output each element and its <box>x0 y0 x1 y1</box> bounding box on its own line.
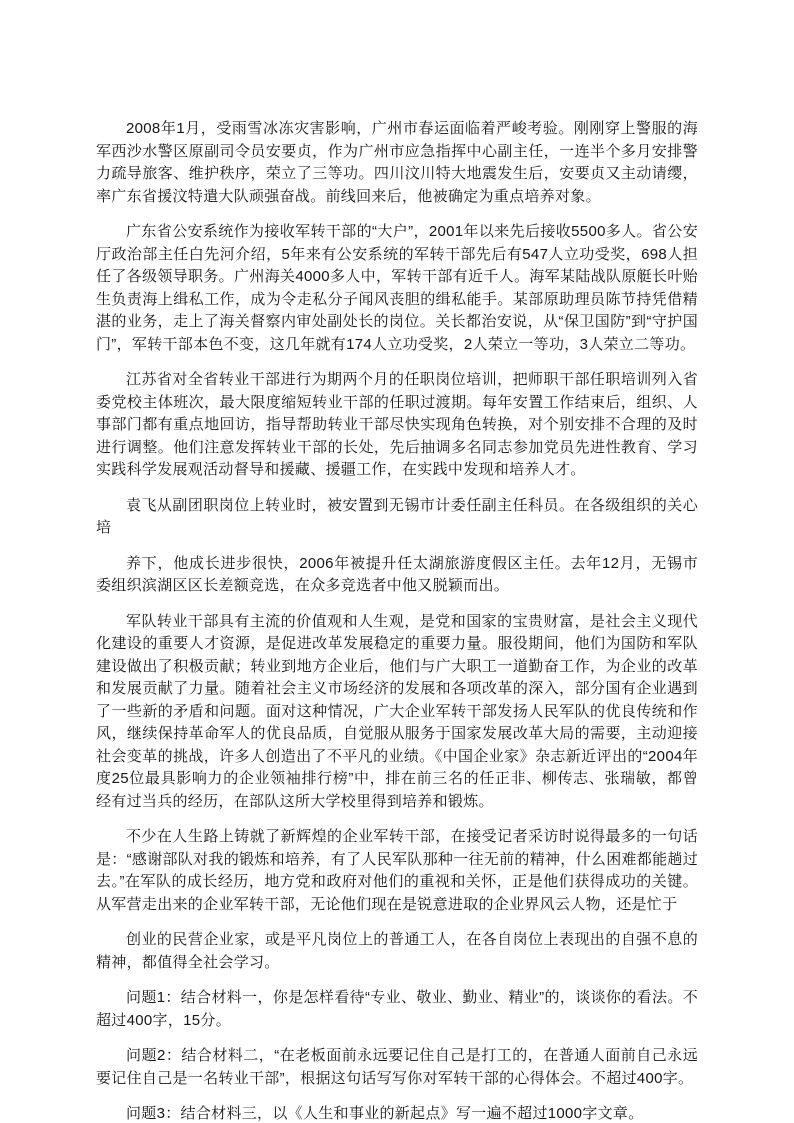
paragraph-material-2: 广东省公安系统作为接收军转干部的“大户”，2001年以来先后接收5500多人。省公安厅政治部主任白先河介绍，5年来有公安系统的军转干部先后有547人立功受奖，698人担任了各级领导职务。广州海关4000多人中，军转干部有近千人。海军某陆战队原艇长叶贻生负责海上缉私工作，成为令走私分子闻风丧胆的缉私能手。某部原助理员陈节持凭借精湛的业务，走上了海关督察内审处副处长的岗位。关长都治安说，从“保卫国防”到“守护国门”，军转干部本色不变，这几年就有174人立功受奖，2人荣立一等功，3人荣立二等功。 <box>96 223 698 353</box>
paragraph-interview-part2: 创业的民营企业家，或是平凡岗位上的普通工人，在各自岗位上表现出的自强不息的精神，都值得全社会学习。 <box>96 931 698 971</box>
paragraph-question-2: 问题2：结合材料二，“在老板面前永远要记住自己是打工的，在普通人面前自己永远要记住自己是一名转业干部”，根据这句话写写你对军转干部的心得体会。不超过400字。 <box>96 1047 698 1087</box>
paragraph-yuanfei-part1: 袁飞从副团职岗位上转业时，被安置到无锡市计委任副主任科员。在各级组织的关心培 <box>96 496 698 536</box>
paragraph-enterprise-cadres: 军队转业干部具有主流的价值观和人生观，是党和国家的宝贵财富，是社会主义现代化建设的重要人才资源，是促进改革发展稳定的重要力量。服役期间，他们为国防和军队建设做出了积极贡献；转业到地方企业后，他们与广大职工一道勤奋工作，为企业的改革和发展贡献了力量。随着社会主义市场经济的发展和各项改革的深入，部分国有企业遇到了一些新的矛盾和问题。面对这种情况，广大企业军转干部发扬人民军队的优良传统和作风，继续保持革命军人的优良品质，自觉服从服务于国家发展改革大局的需要，主动迎接社会变革的挑战，许多人创造出了不平凡的业绩。《中国企业家》杂志新近评出的“2004年度25位最具影响力的企业领袖排行榜”中，排在前三名的任正非、柳传志、张瑞敏，都曾经有过当兵的经历，在部队这所大学校里得到培养和锻炼。 <box>96 612 698 810</box>
paragraph-interview-part1: 不少在人生路上铸就了新辉煌的企业军转干部，在接受记者采访时说得最多的一句话是：“感谢部队对我的锻炼和培养，有了人民军队那种一往无前的精神，什么困难都能趟过去。”在军队的成长经历，地方党和政府对他们的重视和关怀，正是他们获得成功的关键。从军营走出来的企业军转干部，无论他们现在是锐意进取的企业界风云人物，还是忙于 <box>96 828 698 913</box>
paragraph-material-3: 江苏省对全省转业干部进行为期两个月的任职岗位培训，把师职干部任职培训列入省委党校主体班次，最大限度缩短转业干部的任职过渡期。每年安置工作结束后，组织、人事部门都有重点地回访，指导帮助转业干部尽快实现角色转换，对个别安排不合理的及时进行调整。他们注意发挥转业干部的长处，先后抽调多名同志参加党员先进性教育、学习实践科学发展观活动督导和援藏、援疆工作，在实践中发现和培养人才。 <box>96 371 698 478</box>
paragraph-question-1: 问题1：结合材料一，你是怎样看待“专业、敬业、勤业、精业”的，谈谈你的看法。不超过400字，15分。 <box>96 989 698 1029</box>
paragraph-material-1: 2008年1月，受雨雪冰冻灾害影响，广州市春运面临着严峻考验。刚刚穿上警服的海军西沙水警区原副司令员安要贞，作为广州市应急指挥中心副主任，一连半个多月安排警力疏导旅客、维护秩序，荣立了三等功。四川汶川特大地震发生后，安要贞又主动请缨，率广东省援汶特遣大队顽强奋战。前线回来后，他被确定为重点培养对象。 <box>96 120 698 205</box>
paragraph-question-3: 问题3：结合材料三，以《人生和事业的新起点》写一遍不超过1000字文章。 <box>126 1105 644 1122</box>
paragraph-yuanfei-part2: 养下，他成长进步很快，2006年被提升任太湖旅游度假区主任。去年12月，无锡市委组织滨湖区区长差额竞选，在众多竞选者中他又脱颖而出。 <box>96 554 698 594</box>
